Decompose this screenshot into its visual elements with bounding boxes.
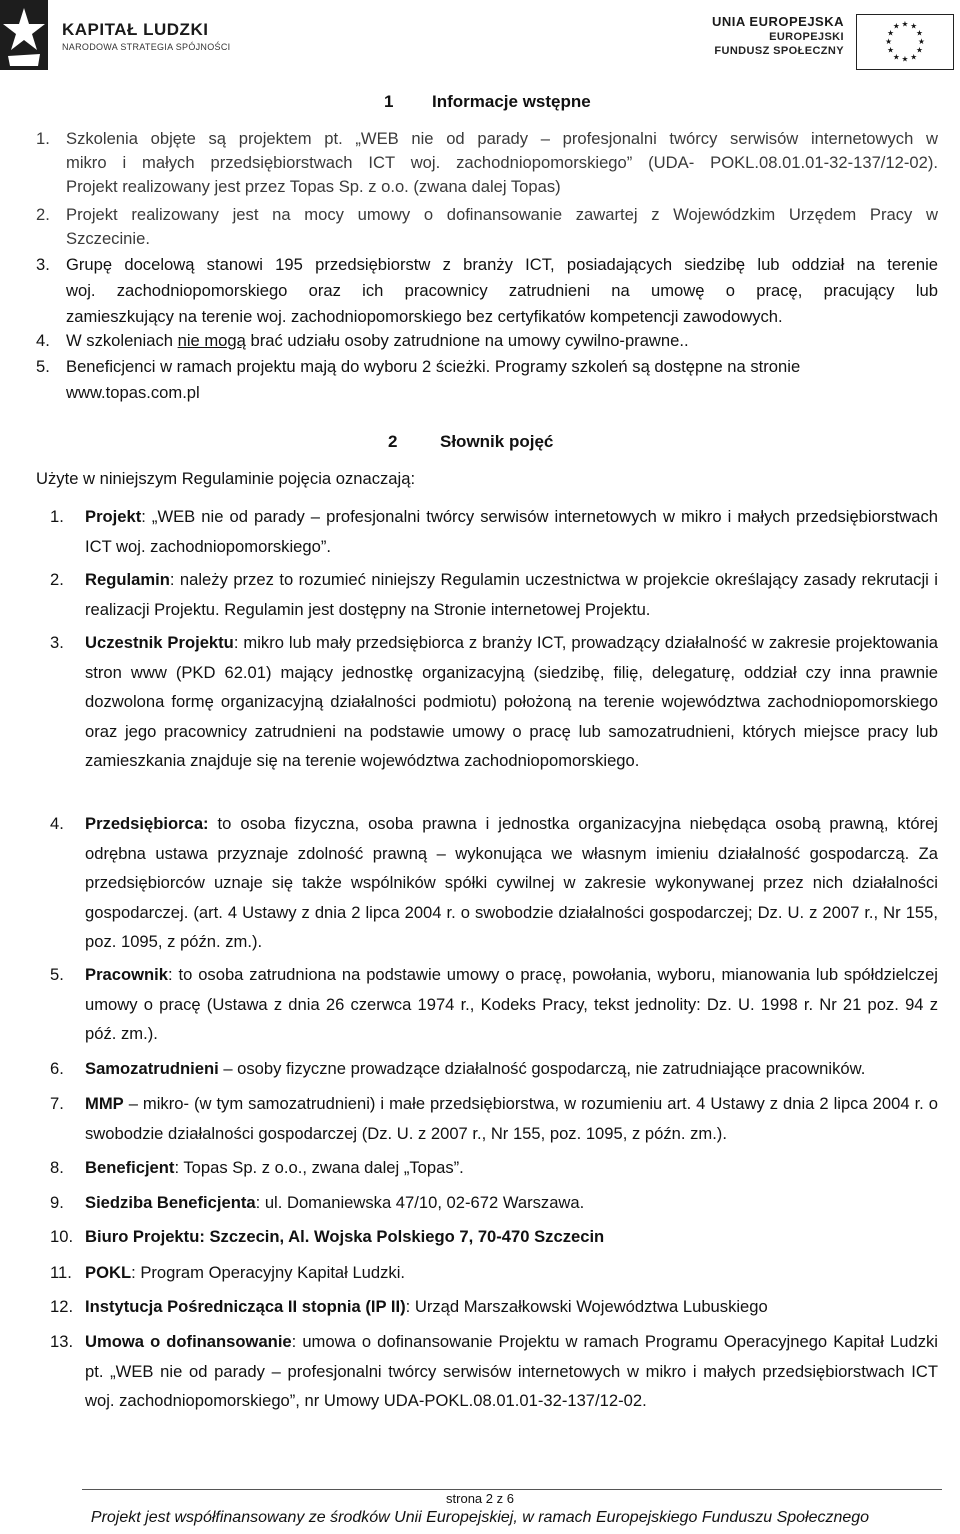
svg-text:★: ★ bbox=[901, 54, 909, 64]
kapital-ludzki-title: KAPITAŁ LUDZKI bbox=[62, 20, 209, 39]
s1-item-4-underlined: nie mogą bbox=[177, 331, 246, 350]
def-11-text: : Program Operacyjny Kapitał Ludzki. bbox=[131, 1263, 406, 1282]
def-3-term: Uczestnik Projektu bbox=[85, 633, 234, 652]
def-1-term: Projekt bbox=[85, 507, 142, 526]
section-2-heading bbox=[388, 432, 553, 452]
def-2-number: 2. bbox=[50, 570, 64, 589]
def-12-number: 12. bbox=[50, 1297, 74, 1316]
def-1-number: 1. bbox=[50, 507, 64, 526]
svg-text:★: ★ bbox=[910, 21, 918, 31]
def-10-term: Biuro Projektu: Szczecin, Al. Wojska Polskiego 7, 70-470 Szczecin bbox=[85, 1227, 605, 1246]
def-5 bbox=[85, 960, 938, 1049]
svg-text:★: ★ bbox=[901, 19, 909, 29]
s1-line-4: Projekt realizowany jest na mocy umowy o dofinansowanie zawartej z Wojewódzkim Urzędem Pracy w bbox=[66, 205, 938, 224]
def-2-term: Regulamin bbox=[85, 570, 170, 589]
svg-text:★: ★ bbox=[887, 28, 894, 38]
def-8-term: Beneficjent bbox=[85, 1158, 175, 1177]
page-number: strona 2 z 6 bbox=[446, 1491, 514, 1506]
def-6-term: Samozatrudnieni bbox=[85, 1059, 219, 1078]
svg-text:★: ★ bbox=[885, 36, 893, 46]
def-6-number: 6. bbox=[50, 1059, 64, 1078]
def-8-number: 8. bbox=[50, 1158, 64, 1177]
def-3-text: : mikro lub mały przedsiębiorca z branży ICT, prowadzący działalność w zakresie projektowania stron www (PKD 62.01) mający jednostkę organizacyjną (siedzibę, filię, delegaturę, oddział czy inna prawnie dozwolona formę organizacyjną działalności podmiotu) położoną na terenie województwa zachodniopomorskiego oraz jego pracownicy zatrudnieni na podstawie umowy o pracę lub samozatrudnieni, których miejsce pracy lub zamieszkania znajduje się na terenie województwa zachodniopomorskiego. bbox=[85, 633, 939, 770]
eu-logo-text bbox=[712, 14, 844, 57]
def-5-number: 5. bbox=[50, 965, 64, 984]
def-9-text: : ul. Domaniewska 47/10, 02-672 Warszawa. bbox=[255, 1193, 585, 1212]
section-2-title: Słownik pojęć bbox=[440, 432, 554, 451]
s1-line-9 bbox=[66, 329, 938, 353]
s1-line-11: www.topas.com.pl bbox=[66, 383, 200, 402]
def-8-text: : Topas Sp. z o.o., zwana dalej „Topas”. bbox=[174, 1158, 464, 1177]
eu-logo-line2: EUROPEJSKI bbox=[769, 31, 844, 43]
eu-flag-icon bbox=[856, 14, 954, 70]
section-1-heading bbox=[384, 92, 591, 112]
section-1-title: Informacje wstępne bbox=[432, 92, 591, 111]
s1-item-4-text-b: brać udziału osoby zatrudnione na umowy cywilno-prawne.. bbox=[245, 331, 689, 350]
svg-text:★: ★ bbox=[887, 45, 894, 55]
def-13-text: : umowa o dofinansowanie Projektu w ramach Programu Operacyjnego Kapitał Ludzki pt. „WEB nie od parady – profesjonalni twórcy serwisów internetowych w mikro i małych przedsiębiorstwach ICT woj. zachodniopomorskiego”, nr Umowy UDA-POKL.08.01.01-32-137/12-02. bbox=[85, 1332, 938, 1410]
page-header bbox=[0, 0, 960, 80]
def-9 bbox=[85, 1188, 938, 1218]
def-11-number: 11. bbox=[50, 1263, 72, 1282]
section-1-number: 1 bbox=[384, 92, 394, 111]
s1-line-2: mikro i małych przedsiębiorstwach ICT woj. zachodniopomorskiego” (UDA- POKL.08.01.01-32-137/12-02). bbox=[66, 153, 938, 172]
def-4 bbox=[85, 809, 938, 957]
svg-text:★: ★ bbox=[910, 52, 918, 62]
def-7-text: – mikro- (w tym samozatrudnieni) i małe przedsiębiorstwa, w rozumieniu art. 4 Ustawy z dnia 2 lipca 2004 r. o swobodzie działalności gospodarczej (Dz. U. z 2007 r., Nr 155, poz. 1095, z późn. zm.). bbox=[85, 1094, 938, 1143]
def-2-text: : należy przez to rozumieć niniejszy Regulamin uczestnictwa w projekcie określający zasady rekrutacji i realizacji Projektu. Regulamin jest dostępny na Stronie internetowej Projektu. bbox=[85, 570, 938, 619]
section-2-number: 2 bbox=[388, 432, 398, 451]
s1-line-7: woj. zachodniopomorskiego oraz ich pracownicy zatrudnieni na umowę o pracę, pracujący lub bbox=[66, 281, 938, 300]
def-10 bbox=[85, 1222, 938, 1252]
eu-logo bbox=[654, 14, 954, 72]
s1-item-2-number: 2. bbox=[36, 205, 50, 224]
kapital-ludzki-subtitle: NARODOWA STRATEGIA SPÓJNOŚCI bbox=[62, 42, 231, 52]
svg-text:★: ★ bbox=[892, 52, 900, 62]
def-12-text: : Urząd Marszałkowski Województwa Lubuskiego bbox=[405, 1297, 768, 1316]
def-7-term: MMP bbox=[85, 1094, 124, 1113]
def-13-number: 13. bbox=[50, 1332, 74, 1351]
def-3 bbox=[85, 628, 938, 776]
def-7-number: 7. bbox=[50, 1094, 64, 1113]
def-5-text: : to osoba zatrudniona na podstawie umowy o pracę, powołania, wyboru, mianowania lub spółdzielczej umowy o pracę (Ustawa z dnia 26 czerwca 1974 r., Kodeks Pracy, tekst jednolity: Dz. U. 1998 r. Nr 21 poz. 94 z póź. zm.). bbox=[85, 965, 938, 1043]
footer-divider bbox=[82, 1489, 942, 1490]
def-6-text: – osoby fizyczne prowadzące działalność gospodarczą, nie zatrudniające pracowników. bbox=[218, 1059, 866, 1078]
svg-text:★: ★ bbox=[892, 21, 900, 31]
def-4-term: Przedsiębiorca: bbox=[85, 814, 209, 833]
def-12 bbox=[85, 1292, 938, 1322]
s1-line-1: Szkolenia objęte są projektem pt. „WEB nie od parady – profesjonalni twórcy serwisów internetowych w bbox=[66, 129, 938, 148]
svg-text:★: ★ bbox=[916, 28, 923, 38]
section-2-intro: Użyte w niniejszym Regulaminie pojęcia oznaczają: bbox=[36, 469, 416, 488]
footer-cofinancing-note: Projekt jest współfinansowany ze środków Unii Europejskiej, w ramach Europejskiego Funduszu Społecznego bbox=[90, 1509, 870, 1526]
s1-line-3: Projekt realizowany jest przez Topas Sp. z o.o. (zwana dalej Topas) bbox=[66, 177, 561, 196]
def-4-text: to osoba fizyczna, osoba prawna i jednostka organizacyjna niebędąca osobą prawną, której odrębna ustawa przyznaje zdolność prawną – wykonująca we własnym imieniu działalność gospodarczą. Za przedsiębiorców uznaje się także wspólników spółki cywilnej w zakresie wykonywanej przez nich działalności gospodarczej. (art. 4 Ustawy z dnia 2 lipca 2004 r. o swobodzie działalności gospodarczej; Dz. U. z 2007 r., Nr 155, poz. 1095, z późn. zm.). bbox=[85, 814, 938, 951]
def-2 bbox=[85, 565, 938, 624]
s1-line-6: Grupę docelową stanowi 195 przedsiębiorstw z branży ICT, posiadających siedzibę lub oddział na terenie bbox=[66, 255, 938, 274]
def-6 bbox=[85, 1054, 938, 1084]
s1-item-1-number: 1. bbox=[36, 129, 50, 148]
def-5-term: Pracownik bbox=[85, 965, 169, 984]
svg-text:★: ★ bbox=[917, 36, 925, 46]
def-13 bbox=[85, 1327, 938, 1416]
def-8 bbox=[85, 1153, 938, 1183]
def-11-term: POKL bbox=[85, 1263, 132, 1282]
def-11 bbox=[85, 1258, 938, 1288]
def-7 bbox=[85, 1089, 938, 1148]
s1-line-8: zamieszkujący na terenie woj. zachodniopomorskiego bez certyfikatów kompetencji zawodowych. bbox=[66, 307, 783, 326]
def-1 bbox=[85, 502, 938, 561]
kapital-ludzki-star-icon bbox=[0, 0, 48, 70]
s1-item-3-number: 3. bbox=[36, 255, 50, 274]
eu-logo-line3: FUNDUSZ SPOŁECZNY bbox=[714, 45, 844, 57]
s1-item-4-number: 4. bbox=[36, 331, 50, 350]
def-4-number: 4. bbox=[50, 814, 64, 833]
def-9-number: 9. bbox=[50, 1193, 64, 1212]
def-9-term: Siedziba Beneficjenta bbox=[85, 1193, 256, 1212]
kapital-ludzki-logo bbox=[0, 0, 240, 72]
s1-item-5-number: 5. bbox=[36, 357, 50, 376]
def-13-term: Umowa o dofinansowanie bbox=[85, 1332, 292, 1351]
def-3-number: 3. bbox=[50, 633, 64, 652]
eu-logo-line1: UNIA EUROPEJSKA bbox=[712, 14, 844, 29]
s1-item-4-text-a: W szkoleniach bbox=[66, 331, 178, 350]
def-10-number: 10. bbox=[50, 1227, 74, 1246]
def-1-text: : „WEB nie od parady – profesjonalni twórcy serwisów internetowych w mikro i małych przedsiębiorstwach ICT woj. zachodniopomorskiego”. bbox=[85, 507, 938, 556]
svg-text:★: ★ bbox=[916, 45, 923, 55]
s1-line-5: Szczecinie. bbox=[66, 229, 150, 248]
s1-line-10: Beneficjenci w ramach projektu mają do wyboru 2 ścieżki. Programy szkoleń są dostępne na stronie bbox=[66, 357, 801, 376]
def-12-term: Instytucja Pośrednicząca II stopnia (IP II) bbox=[85, 1297, 406, 1316]
